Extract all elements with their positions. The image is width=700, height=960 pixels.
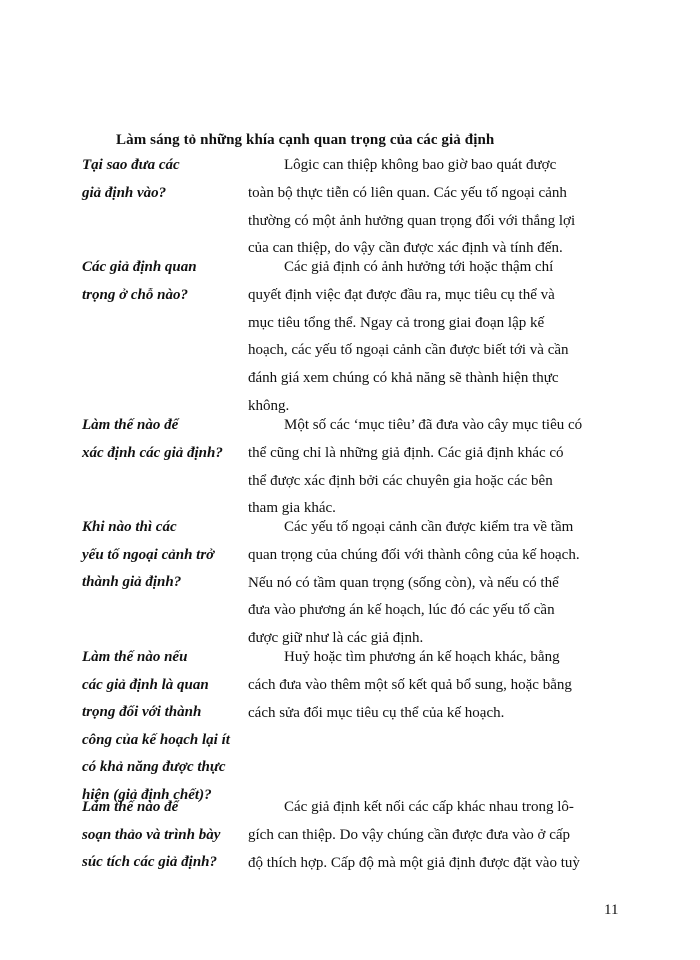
question-line: trọng ở chỗ nào? — [82, 286, 188, 303]
answer-line: của can thiệp, do vậy cần được xác định và tính đến. — [248, 240, 563, 257]
answer-line: thể cũng chỉ là những giả định. Các giả định khác có — [248, 444, 564, 461]
answer-line: quyết định việc đạt được đầu ra, mục tiêu cụ thể và — [248, 286, 555, 303]
question-line: công của kế hoạch lại ít — [82, 731, 230, 748]
page-number: 11 — [604, 902, 619, 918]
question-text — [82, 644, 240, 809]
answer-line: độ thích hợp. Cấp độ mà một giả định được đặt vào tuỳ — [248, 854, 580, 871]
answer-text — [248, 152, 592, 263]
question-line: Tại sao đưa các — [82, 157, 180, 173]
answer-line: Các giả định kết nối các cấp khác nhau trong lô- — [284, 799, 574, 815]
answer-line: cách sửa đổi mục tiêu cụ thể của kế hoạch. — [248, 704, 505, 721]
question-line: có khả năng được thực — [82, 759, 226, 775]
question-text — [82, 254, 240, 309]
answer-line: tham gia khác. — [248, 500, 336, 517]
answer-line: quan trọng của chúng đối với thành công của kế hoạch. — [248, 546, 580, 563]
answer-line: Nếu nó có tầm quan trọng (sống còn), và nếu có thể — [248, 574, 559, 591]
answer-text — [248, 514, 592, 653]
answer-line: gích can thiệp. Do vậy chúng cần được đưa vào ở cấp — [248, 826, 571, 843]
question-line: xác định các giả định? — [82, 444, 223, 461]
answer-line: không. — [248, 397, 290, 414]
question-line: giả định vào? — [82, 184, 167, 201]
question-line: súc tích các giả định? — [82, 854, 218, 870]
section-heading: Làm sáng tỏ những khía cạnh quan trọng của các giả định — [116, 132, 495, 148]
answer-line: Các giả định có ảnh hưởng tới hoặc thậm chí — [284, 259, 554, 275]
answer-line: Lôgic can thiệp không bao giờ bao quát được — [284, 157, 557, 173]
answer-line: cách đưa vào thêm một số kết quả bổ sung, hoặc bằng — [248, 676, 572, 693]
answer-text — [248, 254, 592, 421]
question-line: Làm thế nào để — [82, 417, 179, 433]
answer-text — [248, 644, 592, 727]
answer-text — [248, 794, 592, 877]
question-line: Các giả định quan — [82, 259, 197, 275]
answer-line: đưa vào phương án kế hoạch, lúc đó các yếu tố cần — [248, 602, 555, 619]
answer-line: Huỷ hoặc tìm phương án kế hoạch khác, bằng — [284, 649, 560, 665]
answer-line: hoạch, các yếu tố ngoại cảnh cần được biết tới và cần — [248, 342, 569, 359]
question-line: Làm thế nào để — [82, 799, 179, 815]
answer-text — [248, 412, 592, 523]
answer-line: toàn bộ thực tiễn có liên quan. Các yếu tố ngoại cảnh — [248, 184, 567, 201]
question-text — [82, 152, 240, 207]
question-line: yếu tố ngoại cảnh trở — [82, 546, 215, 563]
answer-line: đánh giá xem chúng có khả năng sẽ thành hiện thực — [248, 370, 559, 387]
question-line: hiện (giả định chết)? — [82, 786, 212, 803]
answer-line: thường có một ảnh hưởng quan trọng đối với thắng lợi — [248, 212, 576, 229]
question-line: soạn thảo và trình bày — [82, 826, 221, 843]
question-text — [82, 794, 240, 877]
answer-line: Các yếu tố ngoại cảnh cần được kiểm tra về tầm — [284, 519, 574, 535]
question-text — [82, 514, 240, 597]
question-line: các giả định là quan — [82, 676, 209, 693]
answer-line: được giữ như là các giả định. — [248, 630, 424, 647]
question-line: Làm thế nào nếu — [82, 649, 188, 665]
answer-line: Một số các ‘mục tiêu’ đã đưa vào cây mục tiêu có — [284, 417, 583, 433]
question-line: trọng đối với thành — [82, 704, 202, 720]
question-line: thành giả định? — [82, 574, 182, 590]
question-text — [82, 412, 240, 467]
answer-line: thể được xác định bởi các chuyên gia hoặc các bên — [248, 472, 553, 489]
answer-line: mục tiêu tổng thể. Ngay cả trong giai đoạn lập kế — [248, 314, 545, 331]
question-line: Khi nào thì các — [82, 519, 177, 535]
